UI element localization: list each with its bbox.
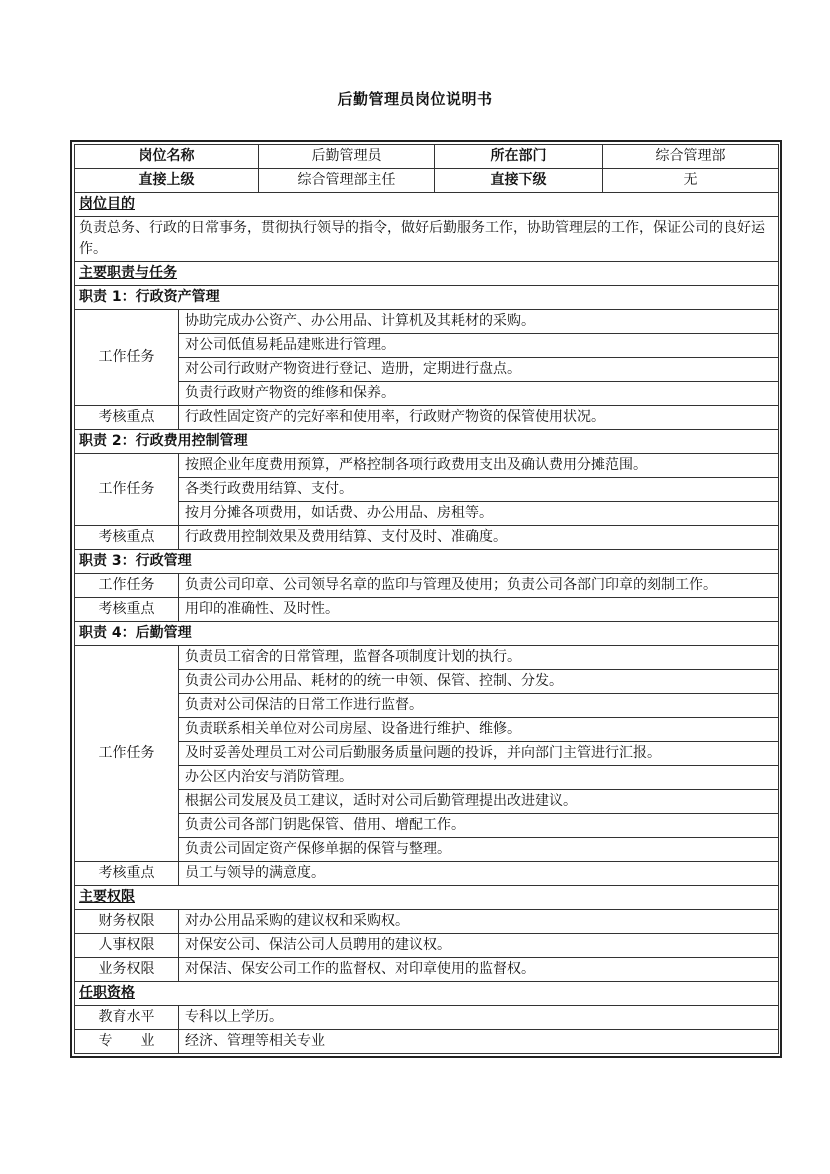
qualification-text: 经济、管理等相关专业 (179, 1030, 779, 1054)
dept-label: 所在部门 (435, 145, 603, 169)
authority-text: 对保洁、保安公司工作的监督权、对印章使用的监督权。 (179, 958, 779, 982)
duty3-task-label: 工作任务 (75, 574, 179, 598)
superior-label: 直接上级 (75, 169, 259, 193)
purpose-heading: 岗位目的 (75, 193, 779, 217)
duty4-task: 负责公司各部门钥匙保管、借用、增配工作。 (179, 814, 779, 838)
duty1-assess: 行政性固定资产的完好率和使用率，行政财产物资的保管使用状况。 (179, 406, 779, 430)
duty2-title: 职责 2：行政费用控制管理 (75, 430, 779, 454)
duty1-task: 对公司行政财产物资进行登记、造册，定期进行盘点。 (179, 358, 779, 382)
purpose-text: 负责总务、行政的日常事务，贯彻执行领导的指令，做好后勤服务工作，协助管理层的工作，保证公司的良好运作。 (75, 217, 779, 262)
position-label: 岗位名称 (75, 145, 259, 169)
duty1-assess-label: 考核重点 (75, 406, 179, 430)
duty3-assess: 用印的准确性、及时性。 (179, 598, 779, 622)
qualification-heading: 任职资格 (75, 982, 779, 1006)
dept-value: 综合管理部 (603, 145, 779, 169)
authority-label: 业务权限 (75, 958, 179, 982)
duty2-task: 按月分摊各项费用，如话费、办公用品、房租等。 (179, 502, 779, 526)
duty4-title: 职责 4：后勤管理 (75, 622, 779, 646)
duty4-task: 负责公司固定资产保修单据的保管与整理。 (179, 838, 779, 862)
duty4-task: 负责员工宿舍的日常管理，监督各项制度计划的执行。 (179, 646, 779, 670)
subordinate-label: 直接下级 (435, 169, 603, 193)
duties-heading: 主要职责与任务 (75, 262, 779, 286)
subordinate-value: 无 (603, 169, 779, 193)
duty1-task: 对公司低值易耗品建账进行管理。 (179, 334, 779, 358)
authority-label: 人事权限 (75, 934, 179, 958)
header-row-1 (75, 145, 779, 169)
duty4-task: 及时妥善处理员工对公司后勤服务质量问题的投诉，并向部门主管进行汇报。 (179, 742, 779, 766)
duty2-assess: 行政费用控制效果及费用结算、支付及时、准确度。 (179, 526, 779, 550)
header-row-2 (75, 169, 779, 193)
duty4-task-label: 工作任务 (75, 646, 179, 862)
duty4-task: 负责公司办公用品、耗材的的统一申领、保管、控制、分发。 (179, 670, 779, 694)
qualification-label: 专 业 (75, 1030, 179, 1054)
duty4-task: 负责联系相关单位对公司房屋、设备进行维护、维修。 (179, 718, 779, 742)
authority-heading: 主要权限 (75, 886, 779, 910)
superior-value: 综合管理部主任 (259, 169, 435, 193)
qualification-label: 教育水平 (75, 1006, 179, 1030)
document-title: 后勤管理员岗位说明书 (337, 90, 493, 108)
duty1-task: 协助完成办公资产、办公用品、计算机及其耗材的采购。 (179, 310, 779, 334)
position-value: 后勤管理员 (259, 145, 435, 169)
duty4-task: 负责对公司保洁的日常工作进行监督。 (179, 694, 779, 718)
duty2-task-label: 工作任务 (75, 454, 179, 526)
duty1-task-label: 工作任务 (75, 310, 179, 406)
job-description-table (70, 140, 782, 1058)
duty2-assess-label: 考核重点 (75, 526, 179, 550)
duty4-task: 办公区内治安与消防管理。 (179, 766, 779, 790)
qualification-text: 专科以上学历。 (179, 1006, 779, 1030)
duty3-assess-label: 考核重点 (75, 598, 179, 622)
duty1-task: 负责行政财产物资的维修和保养。 (179, 382, 779, 406)
duty4-assess: 员工与领导的满意度。 (179, 862, 779, 886)
authority-label: 财务权限 (75, 910, 179, 934)
duty4-assess-label: 考核重点 (75, 862, 179, 886)
duty1-title: 职责 1：行政资产管理 (75, 286, 779, 310)
duty2-task: 各类行政费用结算、支付。 (179, 478, 779, 502)
duty3-task: 负责公司印章、公司领导名章的监印与管理及使用；负责公司各部门印章的刻制工作。 (179, 574, 779, 598)
authority-text: 对办公用品采购的建议权和采购权。 (179, 910, 779, 934)
duty3-title: 职责 3：行政管理 (75, 550, 779, 574)
duty2-task: 按照企业年度费用预算，严格控制各项行政费用支出及确认费用分摊范围。 (179, 454, 779, 478)
duty4-task: 根据公司发展及员工建议，适时对公司后勤管理提出改进建议。 (179, 790, 779, 814)
authority-text: 对保安公司、保洁公司人员聘用的建议权。 (179, 934, 779, 958)
